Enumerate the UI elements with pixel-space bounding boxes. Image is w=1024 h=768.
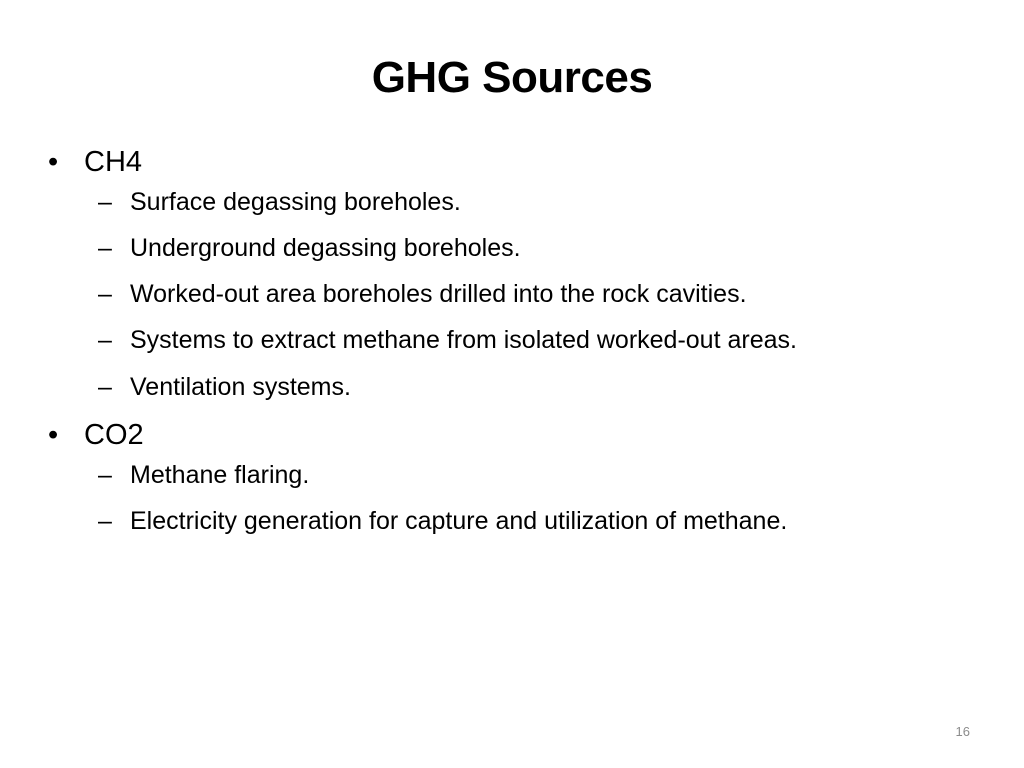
slide-content — [48, 136, 978, 550]
co2-sublist — [48, 457, 978, 540]
sub-bullet-text: Underground degassing boreholes. — [130, 234, 521, 262]
dash-icon: – — [98, 461, 112, 489]
sub-bullet — [48, 457, 978, 493]
bullet-ch4 — [48, 142, 978, 182]
sub-bullet — [48, 276, 978, 312]
dash-icon: – — [98, 280, 112, 308]
page-number: 16 — [955, 724, 970, 739]
sub-bullet-text: Systems to extract methane from isolated worked-out areas. — [130, 326, 797, 354]
sub-bullet — [48, 322, 978, 359]
ch4-sublist — [48, 184, 978, 405]
sub-bullet — [48, 503, 978, 540]
sub-bullet — [48, 230, 978, 266]
dash-icon: – — [98, 234, 112, 262]
dash-icon: – — [98, 507, 112, 535]
dash-icon: – — [98, 373, 112, 401]
dash-icon: – — [98, 326, 112, 354]
dash-icon: – — [98, 188, 112, 216]
slide-title: GHG Sources — [371, 53, 653, 102]
sub-bullet — [48, 184, 978, 220]
sub-bullet-text: Methane flaring. — [130, 461, 310, 489]
sub-bullet-text: Worked-out area boreholes drilled into the rock cavities. — [130, 280, 747, 308]
sub-bullet — [48, 369, 978, 405]
bullet-point-icon: • — [48, 419, 59, 451]
bullet-label: CO2 — [84, 419, 144, 451]
sub-bullet-text: Surface degassing boreholes. — [130, 188, 461, 216]
bullet-point-icon: • — [48, 146, 59, 178]
bullet-label: CH4 — [84, 146, 143, 178]
bullet-co2 — [48, 415, 978, 455]
sub-bullet-text: Ventilation systems. — [130, 373, 351, 401]
sub-bullet-text: Electricity generation for capture and utilization of methane. — [130, 507, 788, 535]
